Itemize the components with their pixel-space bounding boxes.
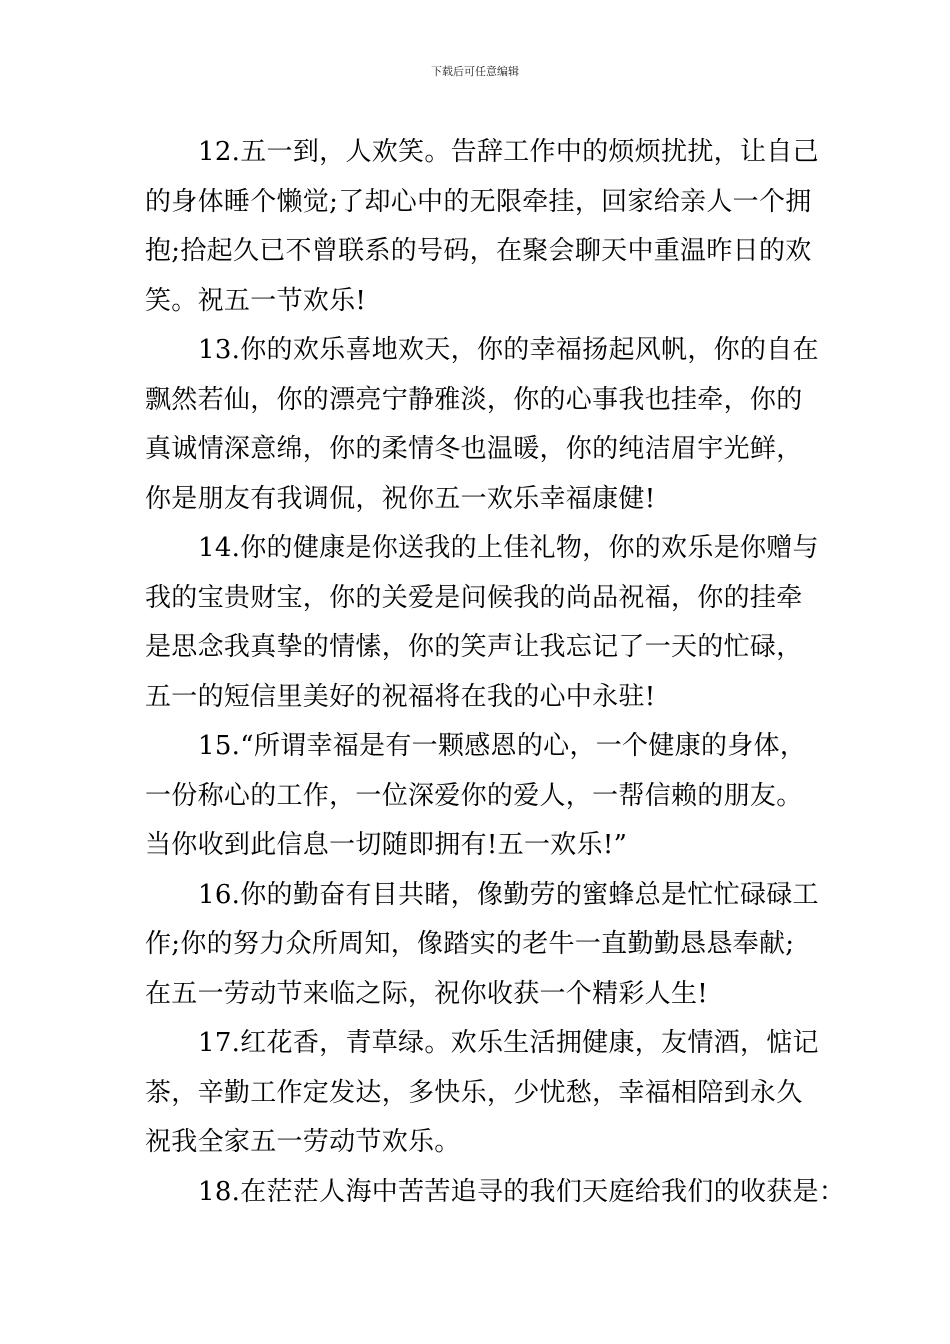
paragraph-14-line-4: 五一的短信里美好的祝福将在我的心中永驻! bbox=[145, 681, 656, 712]
paragraph-13-line-3: 真诚情深意绵，你的柔情冬也温暖，你的纯洁眉宇光鲜， bbox=[145, 434, 803, 464]
paragraph-16-line-3: 在五一劳动节来临之际，祝你收获一个精彩人生! bbox=[145, 978, 709, 1009]
paragraph-16-line-2: 作;你的努力众所周知，像踏实的老牛一直勤勤恳恳奉献; bbox=[145, 929, 795, 959]
paragraph-18-line-1: 18.在茫茫人海中苦苦追寻的我们天庭给我们的收获是： bbox=[198, 1176, 846, 1207]
paragraph-12-line-1: 12.五一到，人欢笑。告辞工作中的烦烦扰扰，让自己 bbox=[198, 137, 819, 167]
paragraph-14-line-3: 是思念我真挚的情愫，你的笑声让我忘记了一天的忙碌， bbox=[145, 632, 803, 662]
paragraph-14-line-2: 我的宝贵财宝，你的关爱是问候我的尚品祝福，你的挂牵 bbox=[145, 582, 803, 613]
paragraph-12-line-3: 抱;拾起久已不曾联系的号码，在聚会聊天中重温昨日的欢 bbox=[145, 236, 812, 266]
paragraph-15-line-3: 当你收到此信息一切随即拥有!五一欢乐!” bbox=[145, 830, 628, 860]
paragraph-17-line-1: 17.红花香，青草绿。欢乐生活拥健康，友情酒，惦记 bbox=[198, 1028, 819, 1058]
paragraph-16-line-1: 16.你的勤奋有目共睹，像勤劳的蜜蜂总是忙忙碌碌工 bbox=[198, 879, 819, 910]
paragraph-14-line-1: 14.你的健康是你送我的上佳礼物，你的欢乐是你赠与 bbox=[198, 533, 819, 563]
paragraph-17-line-3: 祝我全家五一劳动节欢乐。 bbox=[145, 1127, 461, 1157]
paragraph-13-line-1: 13.你的欢乐喜地欢天，你的幸福扬起风帆，你的自在 bbox=[198, 335, 819, 365]
page-header: 下载后可任意编辑 bbox=[431, 65, 519, 78]
paragraph-17-line-2: 茶，辛勤工作定发达，多快乐，少忧愁，幸福相陪到永久 bbox=[145, 1077, 803, 1108]
paragraph-12-line-4: 笑。祝五一节欢乐! bbox=[145, 285, 367, 316]
paragraph-15-line-1: 15.“所谓幸福是有一颗感恩的心，一个健康的身体， bbox=[198, 731, 807, 761]
paragraph-13-line-2: 飘然若仙，你的漂亮宁静雅淡，你的心事我也挂牵，你的 bbox=[145, 384, 803, 415]
document-body bbox=[145, 128, 846, 1217]
paragraph-13-line-4: 你是朋友有我调侃，祝你五一欢乐幸福康健! bbox=[145, 483, 656, 514]
paragraph-15-line-2: 一份称心的工作，一位深爱你的爱人，一帮信赖的朋友。 bbox=[145, 780, 803, 811]
paragraph-12-line-2: 的身体睡个懒觉;了却心中的无限牵挂，回家给亲人一个拥 bbox=[145, 186, 812, 217]
